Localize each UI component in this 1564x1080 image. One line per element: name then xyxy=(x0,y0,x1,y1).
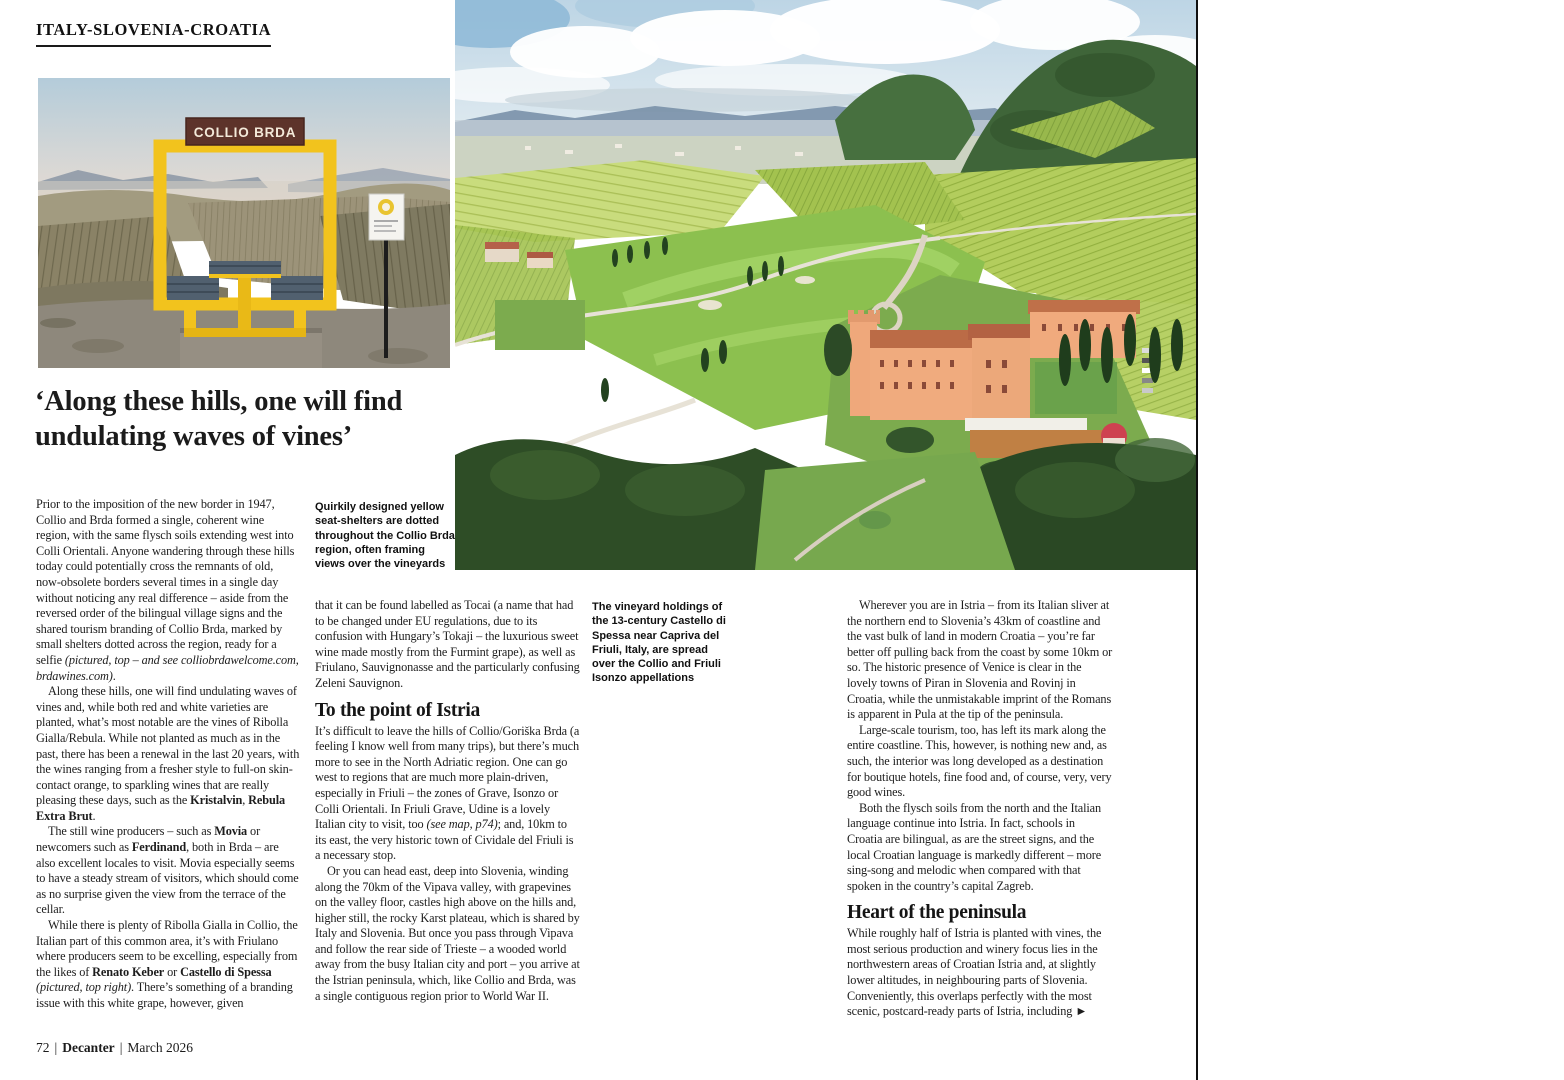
paragraph: Both the flysch soils from the north and the Italian language continue into Istria. In fact, schools in Croatia are bilingual, as are the street signs, and the local Croatian language is markedly different – more sing-song and melodic when compared with that spoken in the country’s capital Zagreb. xyxy=(847,800,1102,893)
shelter-photo-illustration xyxy=(38,78,450,368)
column-3-body xyxy=(847,926,1113,1020)
collio-brda-sign-text: COLLIO BRDA xyxy=(193,125,297,140)
paragraph: Along these hills, one will find undulating waves of vines and, while both red and white varieties are planted, what’s most notable are the vines of Ribolla Gialla/Rebula. While not planted as much as in the past, there has been a renewal in the last 20 years, with the wines ranging from a fresher style to full-on skin-contact orange, to sparkling wines that are really pleasing these days, such as the Kristalvin, Rebula Extra Brut. xyxy=(36,684,300,823)
paragraph: that it can be found labelled as Tocai (a name that had to be changed under EU regulations, due to its confusion with Hungary’s Tokaji – the luxurious sweet wine made mostly from the Furmint grape), as well as Friulano, Sauvignonasse and the particularly confusing Zeleni Sauvignon. xyxy=(315,598,580,690)
section-heading-istria: To the point of Istria xyxy=(315,699,480,721)
section-kicker: ITALY-SLOVENIA-CROATIA xyxy=(36,20,271,47)
pull-quote-line: ‘Along these hills, one will find xyxy=(35,386,403,417)
paragraph: Wherever you are in Istria – from its Italian sliver at the northern end to Slovenia’s 43km of coastline and the vast bulk of land in modern Croatia – you’re far better off pulling back from the coast by some 10km or so. The historic presence of Venice is clear in the lovely towns of Piran in Slovenia and Rovinj in Croatia, while the unmistakable imprint of the Romans is apparent in Pula at the tip of the peninsula. xyxy=(847,598,1113,722)
footer-separator: | xyxy=(119,1040,123,1055)
aerial-photo-illustration xyxy=(455,0,1196,570)
shelter-photo-caption: Quirkily designed yellow seat-shelters are dotted throughout the Collio Brda region, often framing views over the vineyards xyxy=(315,501,455,571)
shelter-photo xyxy=(38,78,450,368)
article-column-3 xyxy=(847,598,1113,1035)
pull-quote xyxy=(35,384,455,454)
column-2-body xyxy=(315,724,581,1005)
paragraph: It’s difficult to leave the hills of Collio/Goriška Brda (a feeling I know well from many trips), but there’s much more to see in the North Adriatic region. One can go west to regions that are much more plain-driven, especially in Friuli – the zones of Grave, Isonzo or Colli Orientali. In Friuli Grave, Udine is a lovely Italian city to visit, too (see map, p74); and, 10km to its east, the very historic town of Cividale del Friuli is a necessary stop. xyxy=(315,723,580,863)
aerial-photo xyxy=(455,0,1196,570)
aerial-photo-caption: The vineyard holdings of the 13-century Castello di Spessa near Capriva del Friuli, Italy, are spread over the Collio and Friuli Isonzo appellations xyxy=(592,601,726,685)
paragraph: While there is plenty of Ribolla Gialla in Collio, the Italian part of this common area, it’s with Friulano where producers seem to be excelling, especially from the likes of Renato Keber or Castello di Spessa (pictured, top right). There’s something of a branding issue with this white grape, however, given xyxy=(36,918,298,1010)
section-heading-peninsula: Heart of the peninsula xyxy=(847,902,1027,924)
page-footer xyxy=(36,1040,193,1056)
page-edge-line xyxy=(1196,0,1198,1080)
article-column-1 xyxy=(36,497,300,1030)
castle-main-building xyxy=(870,324,1032,430)
issue-date: March 2026 xyxy=(127,1040,193,1055)
paragraph: Large-scale tourism, too, has left its mark along the entire coastline. This, however, is nothing new and, as such, the interior was long developed as a destination for boutique hotels, fine food and, of course, very, very good wines. xyxy=(847,722,1112,800)
column-3-intro xyxy=(847,598,1113,894)
page-number: 72 xyxy=(36,1040,50,1055)
paragraph: Prior to the imposition of the new border in 1947, Collio and Brda formed a single, coherent wine region, with the same flysch soils extending west into Colli Orientali. Anyone wandering through these hills today could potentially cross the remnants of old, now-obsolete borders several times in a single day without noticing any real difference – aside from the reversed order of the bilingual village signs and the shared tourism branding of Collio Brda, marked by small shelters dotted across the region, ready for a selfie (pictured, top – and see colliobrdawelcome.com, brdawines.com). xyxy=(36,497,299,683)
magazine-name: Decanter xyxy=(62,1040,115,1055)
article-column-2 xyxy=(315,598,581,1035)
paragraph: The still wine producers – such as Movia or newcomers such as Ferdinand, both in Brda – are also excellent locales to visit. Movia especially seems to have a steady stream of visitors, which should come as no surprise given the view from the terrace of the cellar. xyxy=(36,824,299,917)
paragraph: Or you can head east, deep into Slovenia, winding along the 70km of the Vipava valley, with grapevines on the valley floor, castles high above on the hills and, higher still, the rocky Karst plateau, which is shared by Italy and Slovenia. But once you pass through Vipava and follow the rear side of Trieste – a wooded world away from the busy Italian city and port – you arrive at the Istrian peninsula, which, like Collio and Brda, was a single contiguous region prior to World War II. xyxy=(315,863,580,1003)
column-2-intro xyxy=(315,598,581,692)
footer-separator: | xyxy=(54,1040,58,1055)
pull-quote-line: undulating waves of vines’ xyxy=(35,421,353,452)
collio-brda-sign xyxy=(186,118,304,145)
paragraph: While roughly half of Istria is planted with vines, the most serious production and winery focus lies in the northwestern areas of Croatian Istria and, at slightly lower altitudes, in neighbouring parts of Slovenia. Conveniently, this overlaps perfectly with the most scenic, postcard-ready parts of Istria, including ► xyxy=(847,926,1102,1019)
